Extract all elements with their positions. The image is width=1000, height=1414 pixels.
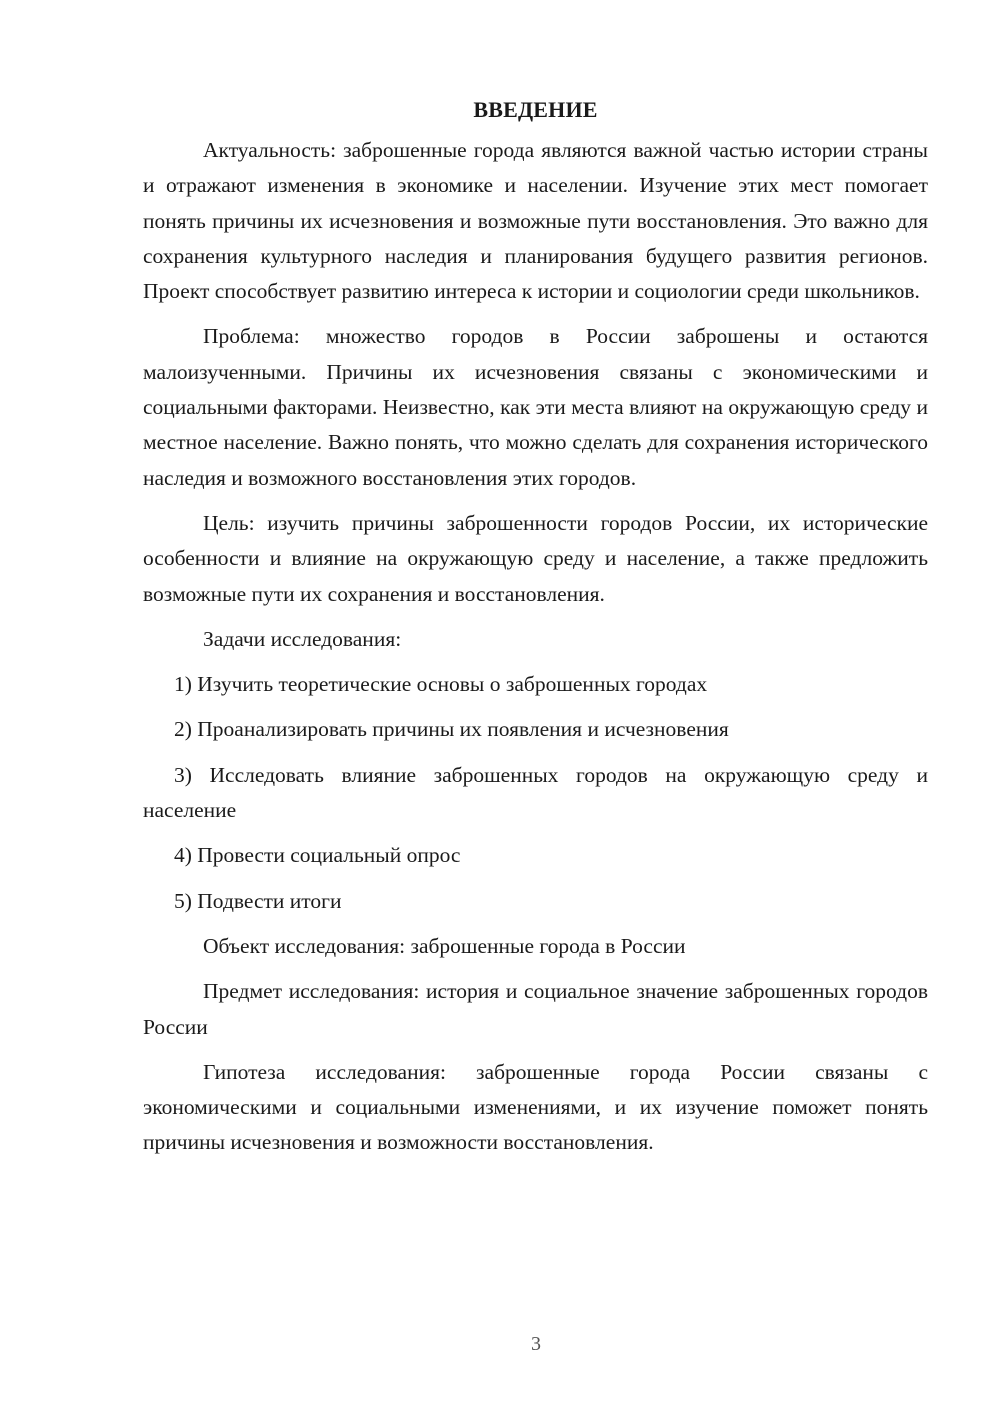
list-item: 3) Исследовать влияние заброшенных городов на окружающую среду и население bbox=[143, 762, 928, 823]
object-paragraph: Объект исследования: заброшенные города в России bbox=[203, 933, 686, 958]
hypothesis-paragraph: Гипотеза исследования: заброшенные города России связаны с экономическими и социальными изменениями, и их изучение поможет понять причины исчезновения и возможности восстановления. bbox=[143, 1059, 928, 1155]
list-item: 1) Изучить теоретические основы о заброшенных городах bbox=[174, 672, 708, 697]
subject-paragraph: Предмет исследования: история и социальное значение заброшенных городов России bbox=[143, 979, 928, 1039]
relevance-paragraph: Актуальность: заброшенные города являются важной частью истории страны и отражают изменения в экономике и населении. Изучение этих мест помогает понять причины их исчезновения и возможные пути восстановления. Это важно для сохранения культурного наследия и планирования будущего развития регионов. Проект способствует развитию интереса к истории и социологии среди школьников. bbox=[143, 138, 928, 304]
page-number: 3 bbox=[531, 1333, 541, 1355]
page-title: ВВЕДЕНИЕ bbox=[473, 97, 598, 122]
problem-paragraph: Проблема: множество городов в России заброшены и остаются малоизученными. Причины их исчезновения связаны с экономическими и социальными факторами. Неизвестно, как эти места влияют на окружающую среду и местное население. Важно понять, что можно сделать для сохранения исторического наследия и возможного восстановления этих городов. bbox=[143, 324, 928, 490]
list-item: 2) Проанализировать причины их появления и исчезновения bbox=[174, 717, 729, 742]
list-item: 4) Провести социальный опрос bbox=[174, 843, 461, 868]
goal-paragraph: Цель: изучить причины заброшенности городов России, их исторические особенности и влияние на окружающую среду и население, а также предложить возможные пути их сохранения и восстановления. bbox=[143, 510, 928, 606]
tasks-list bbox=[143, 667, 928, 919]
document-page bbox=[143, 92, 928, 1171]
tasks-heading: Задачи исследования: bbox=[203, 626, 402, 651]
list-item: 5) Подвести итоги bbox=[174, 888, 342, 913]
